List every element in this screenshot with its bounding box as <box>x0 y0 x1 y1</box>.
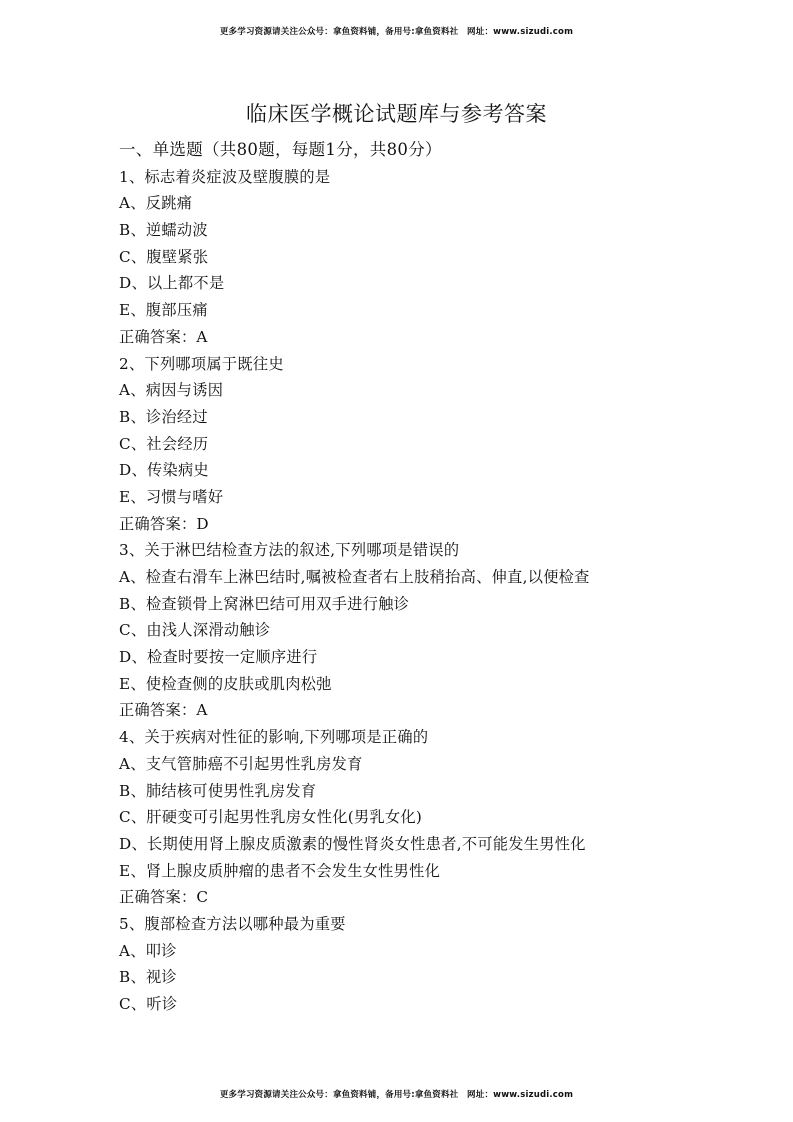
section-heading: 一、单选题（共80题，每题1分，共80分） <box>119 140 442 159</box>
document-title: 临床医学概论试题库与参考答案 <box>246 102 547 126</box>
answer-option: C、社会经历 <box>119 434 209 453</box>
question-block <box>119 164 739 351</box>
correct-answer: 正确答案：A <box>119 701 208 720</box>
answer-option: E、使检查侧的皮肤或肌肉松弛 <box>119 674 332 693</box>
answer-option: A、病因与诱因 <box>119 381 224 400</box>
answer-option: C、由浅人深滑动触诊 <box>119 621 271 640</box>
correct-answer: 正确答案：A <box>119 327 208 346</box>
correct-answer: 正确答案：C <box>119 888 209 907</box>
question-stem: 2、下列哪项属于既往史 <box>119 354 284 373</box>
answer-option: D、以上都不是 <box>119 274 225 293</box>
answer-option: B、视诊 <box>119 968 177 987</box>
answer-option: D、检查时要按一定顺序进行 <box>119 648 318 667</box>
document-body <box>119 137 739 1018</box>
answer-option: B、肺结核可使男性乳房发育 <box>119 781 317 800</box>
answer-option: A、反跳痛 <box>119 194 193 213</box>
footer-banner: 更多学习资源请关注公众号：拿鱼资料铺，备用号:拿鱼资料社 网址：www.sizudi.com <box>219 1090 574 1100</box>
answer-option: D、传染病史 <box>119 461 209 480</box>
answer-option: A、支气管肺癌不引起男性乳房发育 <box>119 754 363 773</box>
question-block <box>119 351 739 538</box>
question-block <box>119 911 739 1018</box>
answer-option: C、听诊 <box>119 995 178 1013</box>
answer-option: E、肾上腺皮质肿瘤的患者不会发生女性男性化 <box>119 861 441 880</box>
question-stem: 3、关于淋巴结检查方法的叙述,下列哪项是错误的 <box>119 541 460 560</box>
question-stem: 1、标志着炎症波及壁腹膜的是 <box>119 167 331 186</box>
answer-option: B、逆蠕动波 <box>119 221 208 240</box>
answer-option: A、检查右滑车上淋巴结时,嘱被检查者右上肢稍抬高、伸直,以便检查 <box>119 568 590 586</box>
answer-option: C、肝硬变可引起男性乳房女性化(男乳女化) <box>119 808 423 827</box>
question-stem: 4、关于疾病对性征的影响,下列哪项是正确的 <box>119 728 429 747</box>
correct-answer: 正确答案：D <box>119 514 209 533</box>
answer-option: E、习惯与嗜好 <box>119 487 224 506</box>
answer-option: A、叩诊 <box>119 941 177 960</box>
question-block <box>119 724 739 911</box>
answer-option: C、腹壁紧张 <box>119 247 209 266</box>
answer-option: E、腹部压痛 <box>119 301 208 320</box>
answer-option: B、检查锁骨上窝淋巴结可用双手进行触诊 <box>119 594 410 613</box>
answer-option: D、长期使用肾上腺皮质激素的慢性肾炎女性患者,不可能发生男性化 <box>119 834 586 853</box>
question-stem: 5、腹部检查方法以哪种最为重要 <box>119 914 346 933</box>
header-banner: 更多学习资源请关注公众号：拿鱼资料铺，备用号:拿鱼资料社 网址：www.sizudi.com <box>219 27 574 37</box>
answer-option: B、诊治经过 <box>119 407 208 426</box>
question-block <box>119 537 739 724</box>
